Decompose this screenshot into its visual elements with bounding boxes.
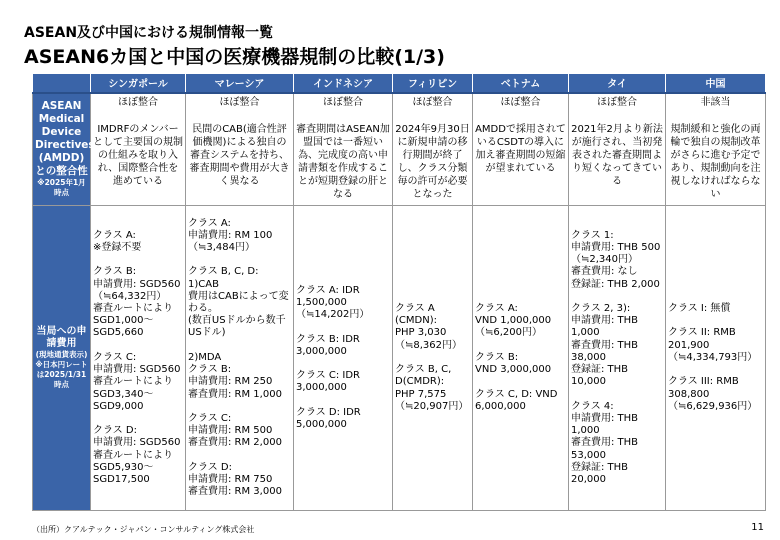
cell [569, 93, 666, 206]
cell: クラス I: 無償 クラス II: RMB 201,900 （≒4,334,793円） クラス III: RMB 308,800 （≒6,629,936円） [666, 206, 766, 511]
cell: クラス A: IDR 1,500,000 （≒14,202円） クラス B: IDR 3,000,000 クラス C: IDR 3,000,000 クラス D: IDR 5,000,000 [294, 206, 393, 511]
status: ほぼ整合 [323, 96, 363, 108]
row-note: (現地通貨表示) [35, 350, 88, 360]
cell [393, 93, 473, 206]
status: ほぼ整合 [219, 96, 260, 108]
col-header: マレーシア [186, 74, 294, 93]
row-label [33, 206, 91, 511]
cell-text: 審査期間はASEAN加盟国では一番短い為、完成度の高い申請書類を作成することが短期登録の肝となる [296, 123, 390, 200]
header-row [33, 74, 766, 93]
col-header: タイ [569, 74, 666, 93]
cell-text: IMDRFのメンバーとして主要国の規制の仕組みを取り入れ、国際整合性を進めている [93, 123, 183, 187]
cell: クラス A: 申請費用: RM 100 （≒3,484円） クラス B, C, D: 1)CAB 費用はCABによって変わる。 (数百USドルから数千USドル) 2)MDA クラス B: 申請費用: RM 250 審査費用: RM 1,000 クラス C: 申請費用: RM 500 審査費用: RM 2,000 クラス D: 申請費用: RM 750 審査費用: RM 3,000 [186, 206, 294, 511]
row-label-text: ASEAN Medical Device Directives (AMDD)との整合性 [35, 100, 95, 178]
status: ほぼ整合 [500, 96, 541, 108]
cell [91, 93, 186, 206]
row-note: ※2025年1月時点 [37, 178, 86, 198]
cell [473, 93, 569, 206]
comparison-table [32, 73, 766, 511]
status: ほぼ整合 [597, 96, 637, 108]
row-note-rate: ※日本円レートは2025/1/31時点 [35, 360, 88, 390]
col-header: 中国 [666, 74, 766, 93]
cell [294, 93, 393, 206]
table-row [33, 93, 766, 206]
corner-cell [33, 74, 91, 93]
col-header: フィリピン [393, 74, 473, 93]
col-header: インドネシア [294, 74, 393, 93]
cell-text: AMDDで採用されているCSDTの導入に加え審査期間の短縮が望まれている [475, 123, 566, 174]
cell [666, 93, 766, 206]
status: 非該当 [700, 96, 731, 108]
cell-text: 2021年2月より新法が施行され、当初発表された審査期間より短くなってきている [571, 123, 663, 187]
row-label-text: 当局への申請費用 [36, 325, 87, 349]
status: ほぼ整合 [118, 96, 158, 108]
cell: クラス A (CMDN): PHP 3,030 （≒8,362円） クラス B, C, D(CMDR): PHP 7,575 （≒20,907円） [393, 206, 473, 511]
page-number: 11 [751, 522, 764, 533]
page-title: ASEAN6カ国と中国の医療機器規制の比較(1/3) [24, 46, 445, 68]
cell: クラス 1: 申請費用: THB 500 （≒2,340円） 審査費用: なし 登録証: THB 2,000 クラス 2, 3): 申請費用: THB 1,000 審査費用: THB 38,000 登録証: THB 10,000 クラス 4: 申請費用: THB 1,000 審査費用: THB 53,000 登録証: THB 20,000 [569, 206, 666, 511]
cell [186, 93, 294, 206]
row-label [33, 93, 95, 206]
supertitle: ASEAN及び中国における規制情報一覧 [24, 25, 274, 41]
table-row [33, 206, 766, 511]
cell-text: 2024年9月30日に新規申請の移行期間が終了し、クラス分類毎の許可が必要となった [395, 123, 470, 200]
source-note: （出所）クアルテック・ジャパン・コンサルティング株式会社 [32, 525, 255, 534]
cell: クラス A: VND 1,000,000 （≒6,200円） クラス B: VND 3,000,000 クラス C, D: VND 6,000,000 [473, 206, 569, 511]
cell: クラス A: ※登録不要 クラス B: 申請費用: SGD560 （≒64,332円） 審査ルートにより SGD1,000～ SGD5,660 クラス C: 申請費用: SGD560 審査ルートにより SGD3,340～ SGD9,000 クラス D: 申請費用: SGD560 審査ルートにより SGD5,930～ SGD17,500 [91, 206, 186, 511]
col-header: シンガポール [91, 74, 186, 93]
col-header: ベトナム [473, 74, 569, 93]
status: ほぼ整合 [412, 96, 453, 108]
cell-text: 規制緩和と強化の両輪で独自の規制改革がさらに進む予定であり、規制動向を注視しなければならない [670, 123, 761, 200]
cell-text: 民間のCAB(適合性評価機関)による独自の審査システムを持ち、審査期間や費用が大きく異なる [189, 123, 290, 187]
